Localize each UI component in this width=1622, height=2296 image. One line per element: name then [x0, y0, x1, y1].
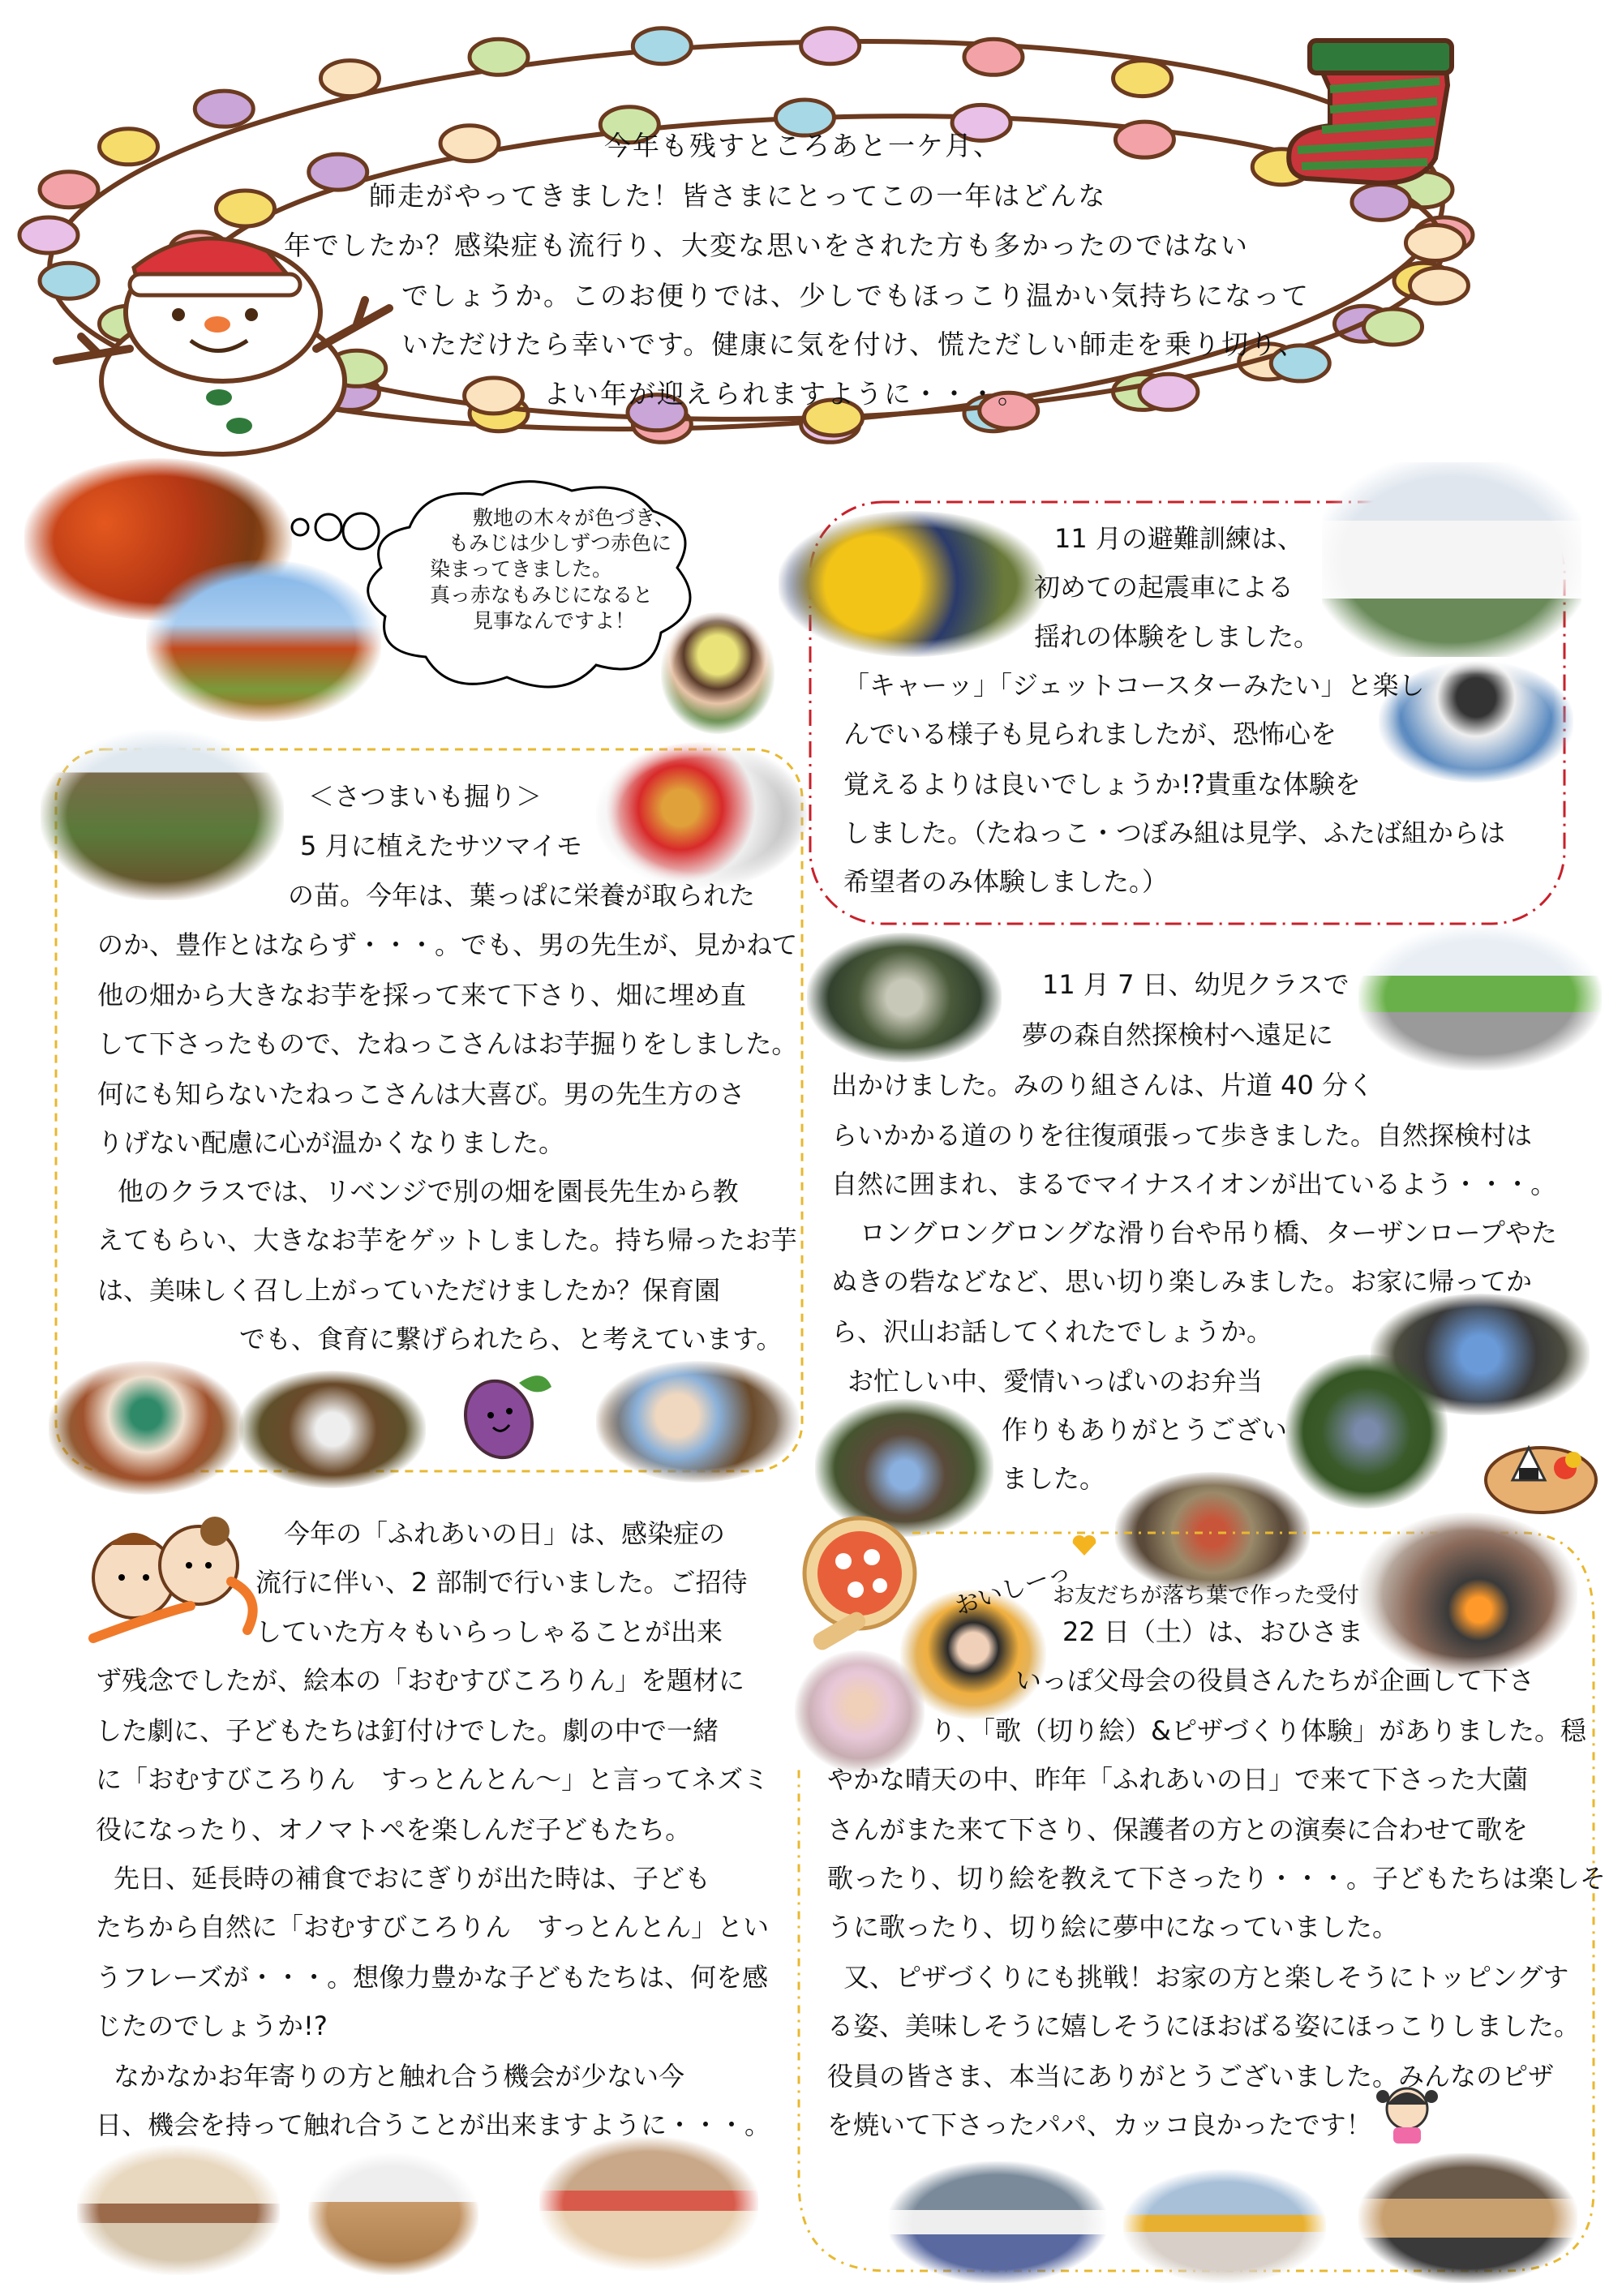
- text-line: でも、食育に繋げられたら、と考えています。: [239, 1324, 783, 1354]
- text-line: でしょうか。このお便りでは、少しでもほっこり温かい気持ちになって: [401, 280, 1310, 311]
- children-faces-illustration: [77, 1508, 264, 1646]
- text-line: りげない配慮に心が温かくなりました。: [97, 1127, 565, 1158]
- garland-bead: [1410, 268, 1468, 303]
- text-line: もみじは少しずつ赤色に: [448, 531, 672, 555]
- garland-bead: [1139, 374, 1198, 410]
- text-line: 又、ピザづくりにも挑戦！お家の方と楽しそうにトッピングす: [843, 1962, 1569, 1993]
- text-line: 覚えるよりは良いでしょうか!?貴重な体験を: [843, 769, 1361, 800]
- text-line: たちから自然に「おむすびころりん すっとんとん」とい: [96, 1912, 770, 1942]
- text-line: うに歌ったり、切り絵に夢中になっていました。: [827, 1912, 1399, 1942]
- photo-potato-field: [41, 730, 284, 900]
- text-line: しました。（たねっこ・つぼみ組は見学、ふたば組からは: [843, 818, 1506, 848]
- text-line: 11 月の避難訓練は、: [1054, 523, 1303, 554]
- garland-bead: [1405, 225, 1464, 261]
- text-line: ぬきの砦などなど、思い切り楽しみました。お家に帰ってか: [831, 1266, 1533, 1297]
- photo-net-climb: [1285, 1354, 1448, 1508]
- photo-earthquake-truck: [1322, 462, 1581, 657]
- garland-bead: [964, 39, 1023, 75]
- photo-kid-with-potato: [49, 1361, 243, 1495]
- text-line: 真っ赤なもみじになると: [430, 583, 654, 607]
- text-line: ら、沢山お話してくれたでしょうか。: [831, 1316, 1273, 1347]
- text-line: していた方々もいらっしゃることが出来: [255, 1616, 723, 1647]
- text-line: ました。: [1002, 1463, 1106, 1494]
- photo-pizza-making-1: [888, 2161, 1107, 2283]
- photo-big-tree: [807, 933, 1002, 1062]
- text-line: を焼いて下さったパパ、カッコ良かったです！: [827, 2109, 1372, 2140]
- text-line: 希望者のみ体験しました。）: [843, 866, 1169, 897]
- text-line: 日、機会を持って触れ合うことが出来ますように・・・。: [96, 2109, 771, 2140]
- heart-icon: [1071, 1533, 1098, 1557]
- section-title: ＜さつまいも掘り＞: [308, 781, 543, 812]
- text-line: 作りもありがとうござい: [1002, 1414, 1288, 1445]
- text-line: 敷地の木々が色づき、: [473, 506, 676, 530]
- garland-bead: [633, 28, 691, 64]
- text-line: 他のクラスでは、リベンジで別の畑を園長先生から教: [118, 1176, 739, 1207]
- text-line: 見事なんですよ！: [473, 609, 636, 633]
- oishii-label: おいしーっ: [951, 1556, 1075, 1622]
- garland-bead: [1115, 122, 1174, 157]
- text-line: 今年の「ふれあいの日」は、感染症の: [284, 1518, 726, 1549]
- text-line: の苗。今年は、葉っぱに栄養が取られた: [288, 880, 756, 911]
- text-line: 22 日（土）は、おひさま: [1062, 1616, 1363, 1647]
- text-line: 11 月 7 日、幼児クラスで: [1042, 969, 1350, 1000]
- text-line: お忙しい中、愛情いっぱいのお弁当: [847, 1366, 1264, 1397]
- bento-illustration: [1480, 1423, 1602, 1521]
- stocking-illustration: [1281, 36, 1460, 191]
- photo-child-eating-2: [795, 1650, 925, 1772]
- photo-play-1: [77, 2145, 280, 2275]
- text-line: 夢の森自然探検村へ遠足に: [1022, 1019, 1334, 1050]
- text-line: 何にも知らないたねっこさんは大喜び。男の先生方のさ: [97, 1079, 745, 1109]
- text-line: 出かけました。みのり組さんは、片道 40 分く: [831, 1070, 1375, 1101]
- garland-bead: [1364, 309, 1422, 345]
- text-line: いっぽ父母会の役員さんたちが企画して下さ: [1015, 1665, 1535, 1696]
- text-line: んでいる様子も見られましたが、恐怖心を: [843, 719, 1337, 749]
- text-line: なかなかお年寄りの方と触れ合う機会が少ない今: [114, 2061, 685, 2092]
- text-line: り、「歌（切り絵）&ピザづくり体験」がありました。穏: [930, 1715, 1586, 1746]
- text-line: は、美味しく召し上がっていただけましたか？保育園: [97, 1275, 721, 1306]
- text-line: した劇に、子どもたちは釘付けでした。劇の中で一緒: [96, 1715, 719, 1746]
- text-line: いただけたら幸いです。健康に気を付け、慌ただしい師走を乗り切り、: [401, 328, 1307, 360]
- text-line: 5 月に植えたサツマイモ: [300, 830, 582, 861]
- garland-bead: [1114, 61, 1172, 97]
- photo-kids-helmets: [779, 511, 1046, 657]
- text-line: に「おむすびころりん すっとんとん～」と言ってネズミ: [96, 1764, 770, 1795]
- garland-bead: [470, 39, 528, 75]
- sweet-potato-character: [454, 1367, 560, 1464]
- text-line: のか、豊作とはならず・・・。でも、男の先生が、見かねて: [97, 929, 798, 960]
- text-line: 役員の皆さま、本当にありがとうございました。みんなのピザ: [827, 2061, 1555, 2092]
- text-line: 自然に囲まれ、まるでマイナスイオンが出ているよう・・・。: [831, 1169, 1557, 1199]
- text-line: ず残念でしたが、絵本の「おむすびころりん」を題材に: [96, 1665, 745, 1696]
- leaf-reception-caption: お友だちが落ち葉で作った受付: [1053, 1583, 1359, 1608]
- text-line: えてもらい、大きなお芋をゲットしました。持ち帰ったお芋: [97, 1225, 797, 1255]
- text-line: る姿、美味しそうに嬉しそうにほおばる姿にほっこりしました。: [827, 2011, 1581, 2041]
- photo-girl-yellow-hat: [661, 612, 775, 734]
- text-line: やかな晴天の中、昨年「ふれあいの日」で来て下さった大薗: [827, 1764, 1529, 1795]
- text-line: 染まってきました。: [430, 557, 613, 581]
- text-line: 年でしたか？感染症も流行り、大変な思いをされた方も多かったのではない: [284, 230, 1249, 261]
- garland-bead: [195, 91, 253, 127]
- garland-bead: [465, 378, 523, 414]
- photo-street-walk: [1358, 925, 1602, 1071]
- garland-bead: [309, 154, 367, 190]
- text-line: 歌ったり、切り絵を教えて下さったり・・・。子どもたちは楽しそ: [827, 1863, 1607, 1894]
- garland-bead: [801, 28, 860, 64]
- garland-bead: [440, 126, 499, 161]
- text-line: さんがまた来て下さり、保護者の方との演奏に合わせて歌を: [827, 1814, 1529, 1845]
- text-line: じたのでしょうか!?: [96, 2011, 328, 2041]
- text-line: らいかかる道のりを往復頑張って歩きました。自然探検村は: [831, 1120, 1533, 1151]
- text-line: 他の畑から大きなお芋を採って来て下さり、畑に埋め直: [97, 980, 747, 1011]
- text-line: 揺れの体験をしました。: [1034, 621, 1320, 652]
- text-line: うフレーズが・・・。想像力豊かな子どもたちは、何を感: [96, 1962, 769, 1993]
- photo-kids-digging: [239, 1371, 426, 1488]
- text-line: 「キャーッ」「ジェットコースターみたい」と楽し: [843, 670, 1425, 701]
- photo-play-2: [308, 2153, 478, 2275]
- photo-baby-red: [596, 742, 807, 888]
- text-line: 役になったり、オノマトペを楽しんだ子どもたち。: [96, 1814, 692, 1845]
- text-line: 流行に伴い、2 部制で行いました。ご招待: [255, 1567, 748, 1598]
- photo-pizza-oven: [1358, 1513, 1577, 1675]
- photo-babies-potato: [596, 1361, 799, 1483]
- photo-guitar-performance: [1358, 2153, 1577, 2283]
- text-line: 初めての起震車による: [1034, 572, 1294, 603]
- text-line: して下さったもので、たねっこさんはお芋掘りをしました。: [97, 1028, 798, 1059]
- text-line: よい年が迎えられますように・・・。: [543, 378, 1026, 410]
- text-line: 師走がやってきました！皆さまにとってこの一年はどんな: [369, 180, 1107, 212]
- garland-bead: [320, 61, 379, 97]
- photo-play-3: [539, 2137, 758, 2271]
- text-line: 今年も残すところあと一ケ月、: [604, 130, 1002, 161]
- text-line: 先日、延長時の補食でおにぎりが出た時は、子ども: [114, 1863, 711, 1894]
- garland-bead: [40, 172, 98, 208]
- garland-bead: [100, 129, 158, 165]
- text-line: ロングロングロングな滑り台や吊り橋、ターザンロープやた: [860, 1217, 1557, 1248]
- photo-pizza-making-2: [1123, 2169, 1326, 2283]
